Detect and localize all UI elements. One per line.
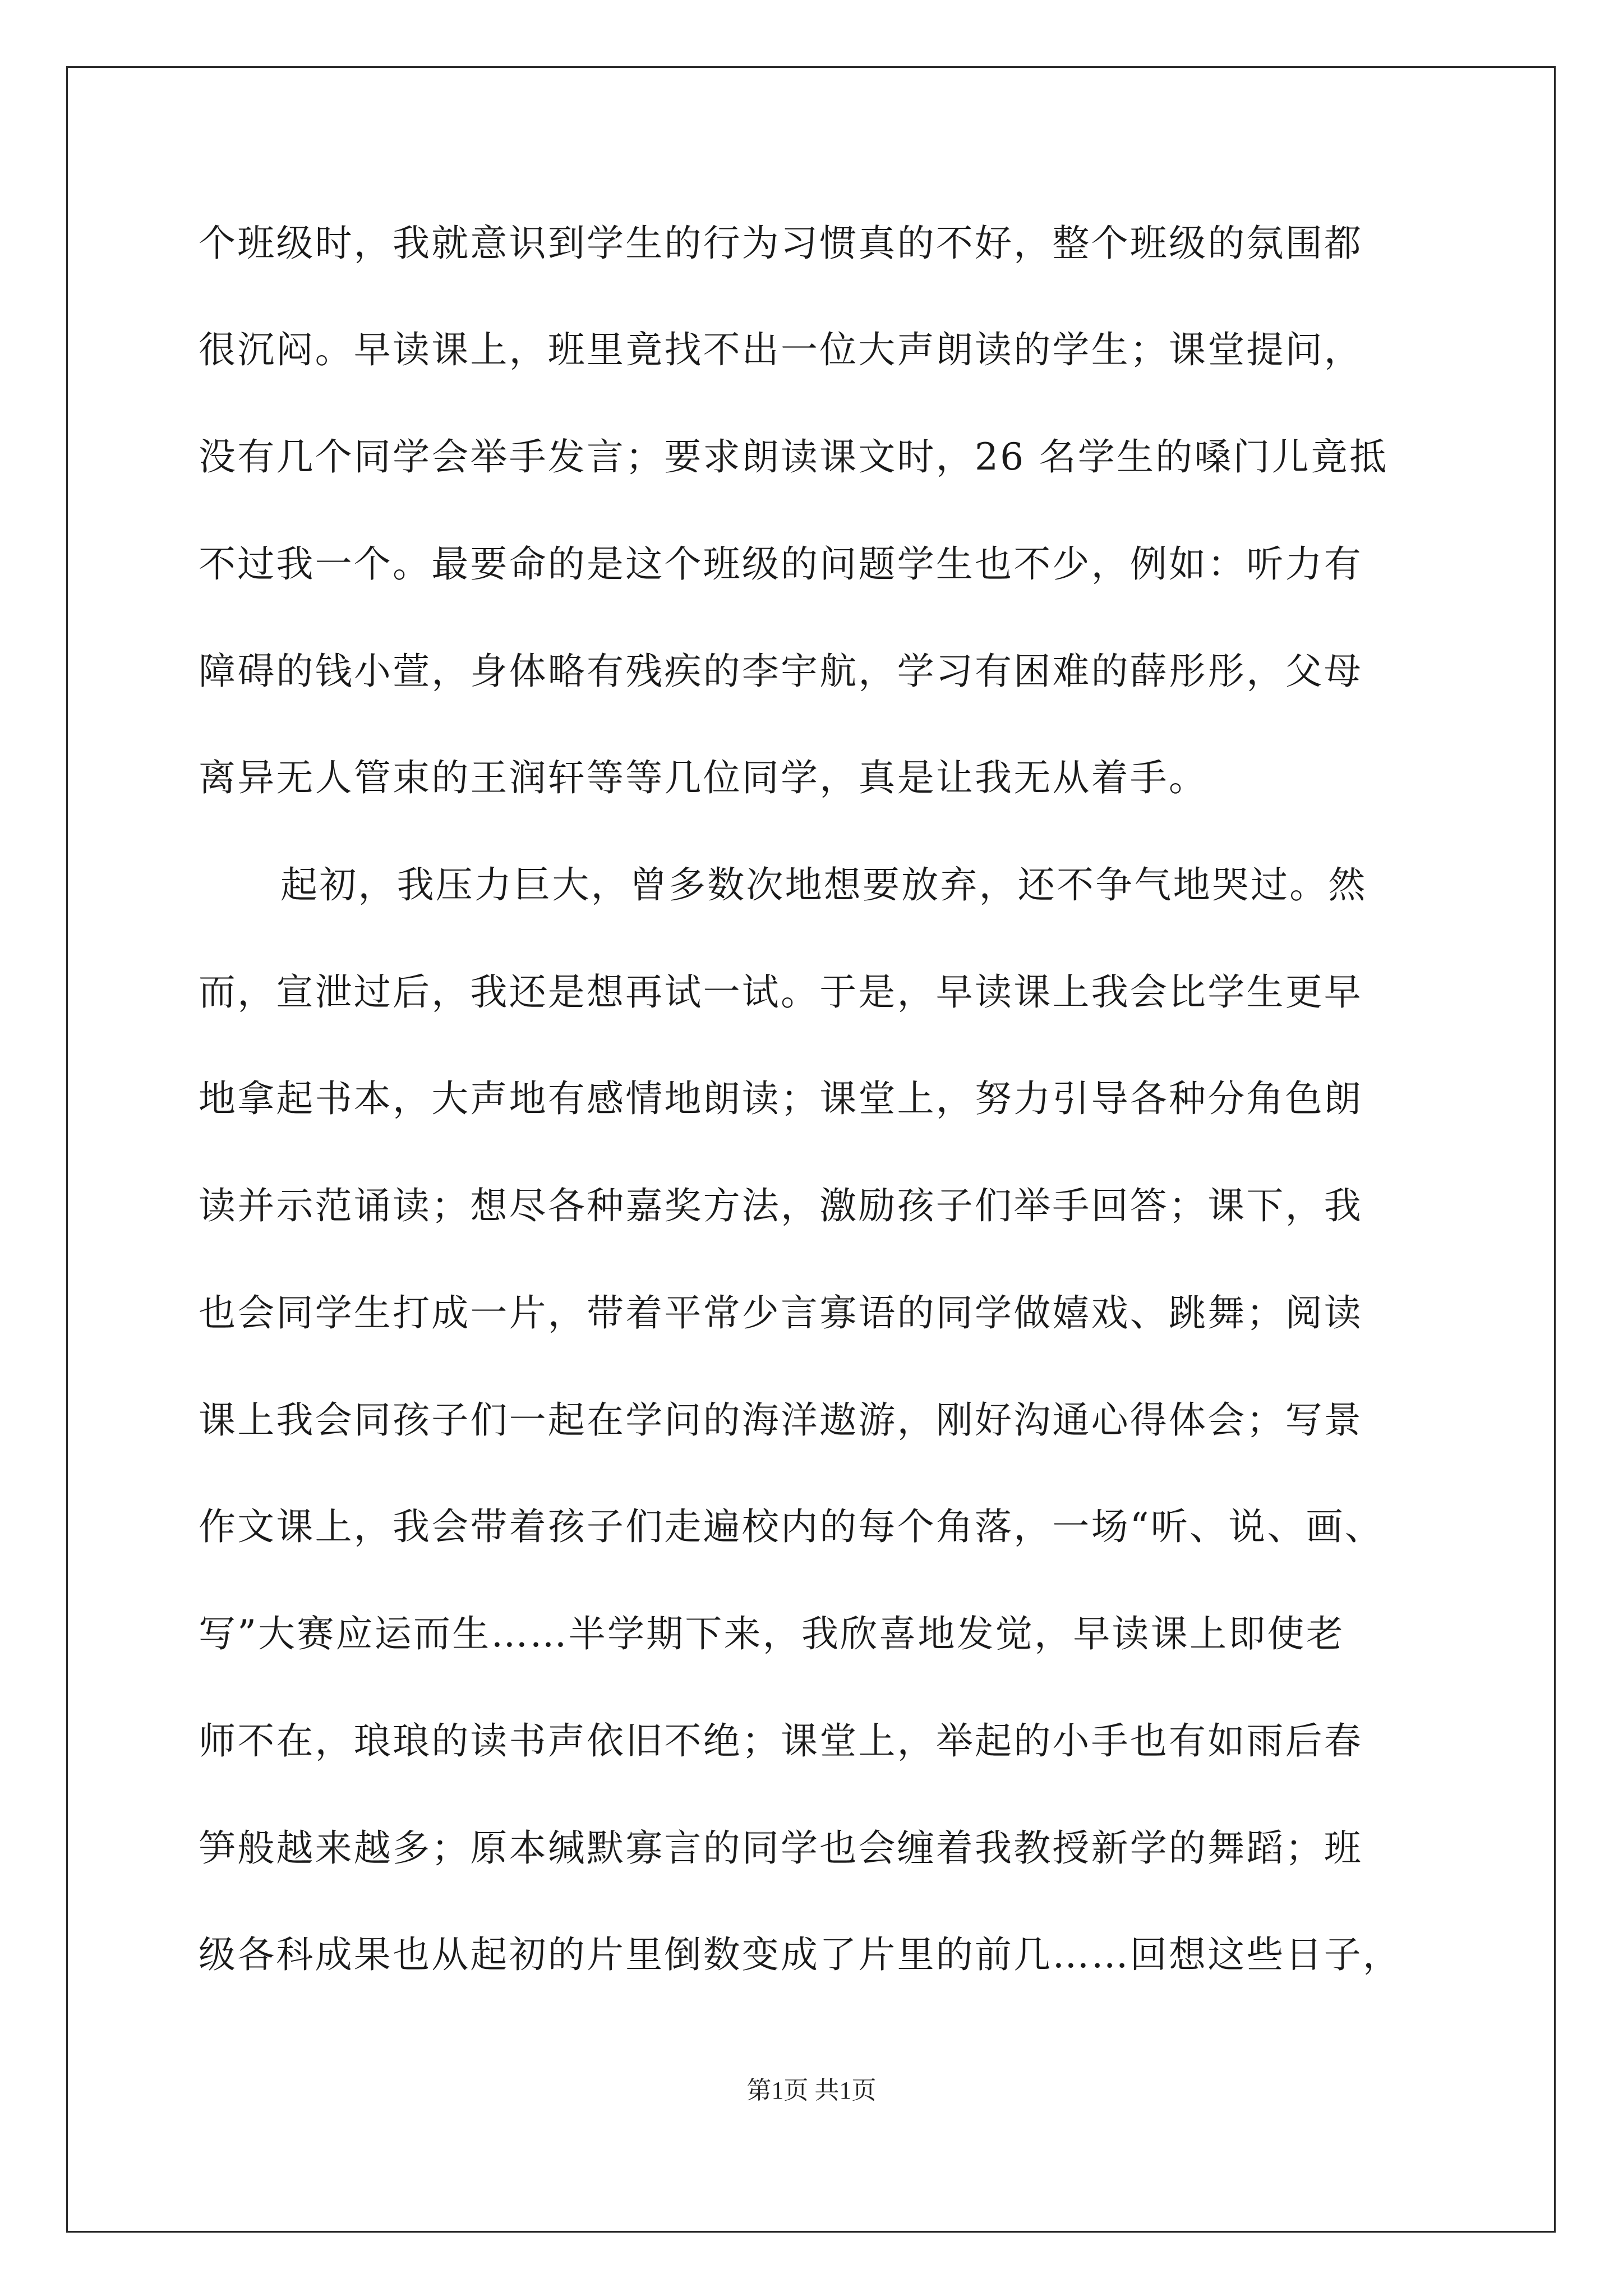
text-line: 读并示范诵读；想尽各种嘉奖方法，激励孩子们举手回答；课下，我 xyxy=(199,1184,1363,1227)
text-line: 地拿起书本，大声地有感情地朗读；课堂上，努力引导各种分角色朗 xyxy=(199,1077,1363,1120)
text-line: 很沉闷。早读课上，班里竟找不出一位大声朗读的学生；课堂提问， xyxy=(199,328,1363,371)
text-line: 也会同学生打成一片，带着平常少言寡语的同学做嬉戏、跳舞；阅读 xyxy=(199,1291,1363,1335)
text-line: 个班级时，我就意识到学生的行为习惯真的不好，整个班级的氛围都 xyxy=(199,222,1363,265)
text-line: 笋般越来越多；原本缄默寡言的同学也会缠着我教授新学的舞蹈；班 xyxy=(199,1826,1363,1870)
text-line: 没有几个同学会举手发言；要求朗读课文时，26 名学生的嗓门儿竟抵 xyxy=(199,435,1389,478)
page-number-footer: 第1页 共1页 xyxy=(746,2077,877,2104)
text-line: 而，宣泄过后，我还是想再试一试。于是，早读课上我会比学生更早 xyxy=(199,970,1363,1014)
page-border xyxy=(66,66,1556,2233)
text-line: 障碍的钱小萱，身体略有残疾的李宇航，学习有困难的薛彤彤，父母 xyxy=(199,650,1363,693)
text-line: 不过我一个。最要命的是这个班级的问题学生也不少，例如：听力有 xyxy=(199,542,1363,586)
paragraph-start-line: 起初，我压力巨大，曾多数次地想要放弃，还不争气地哭过。然 xyxy=(280,863,1367,907)
text-line: 课上我会同孩子们一起在学问的海洋遨游，刚好沟通心得体会；写景 xyxy=(199,1398,1363,1442)
text-line: 写”大赛应运而生……半学期下来，我欣喜地发觉，早读课上即使老 xyxy=(199,1612,1345,1655)
text-line: 作文课上，我会带着孩子们走遍校内的每个角落，一场“听、说、画、 xyxy=(199,1505,1384,1548)
text-line: 离异无人管束的王润轩等等几位同学，真是让我无从着手。 xyxy=(199,756,1208,799)
text-line: 师不在，琅琅的读书声依旧不绝；课堂上，举起的小手也有如雨后春 xyxy=(199,1719,1363,1763)
text-line: 级各科成果也从起初的片里倒数变成了片里的前几……回想这些日子， xyxy=(199,1933,1402,1976)
